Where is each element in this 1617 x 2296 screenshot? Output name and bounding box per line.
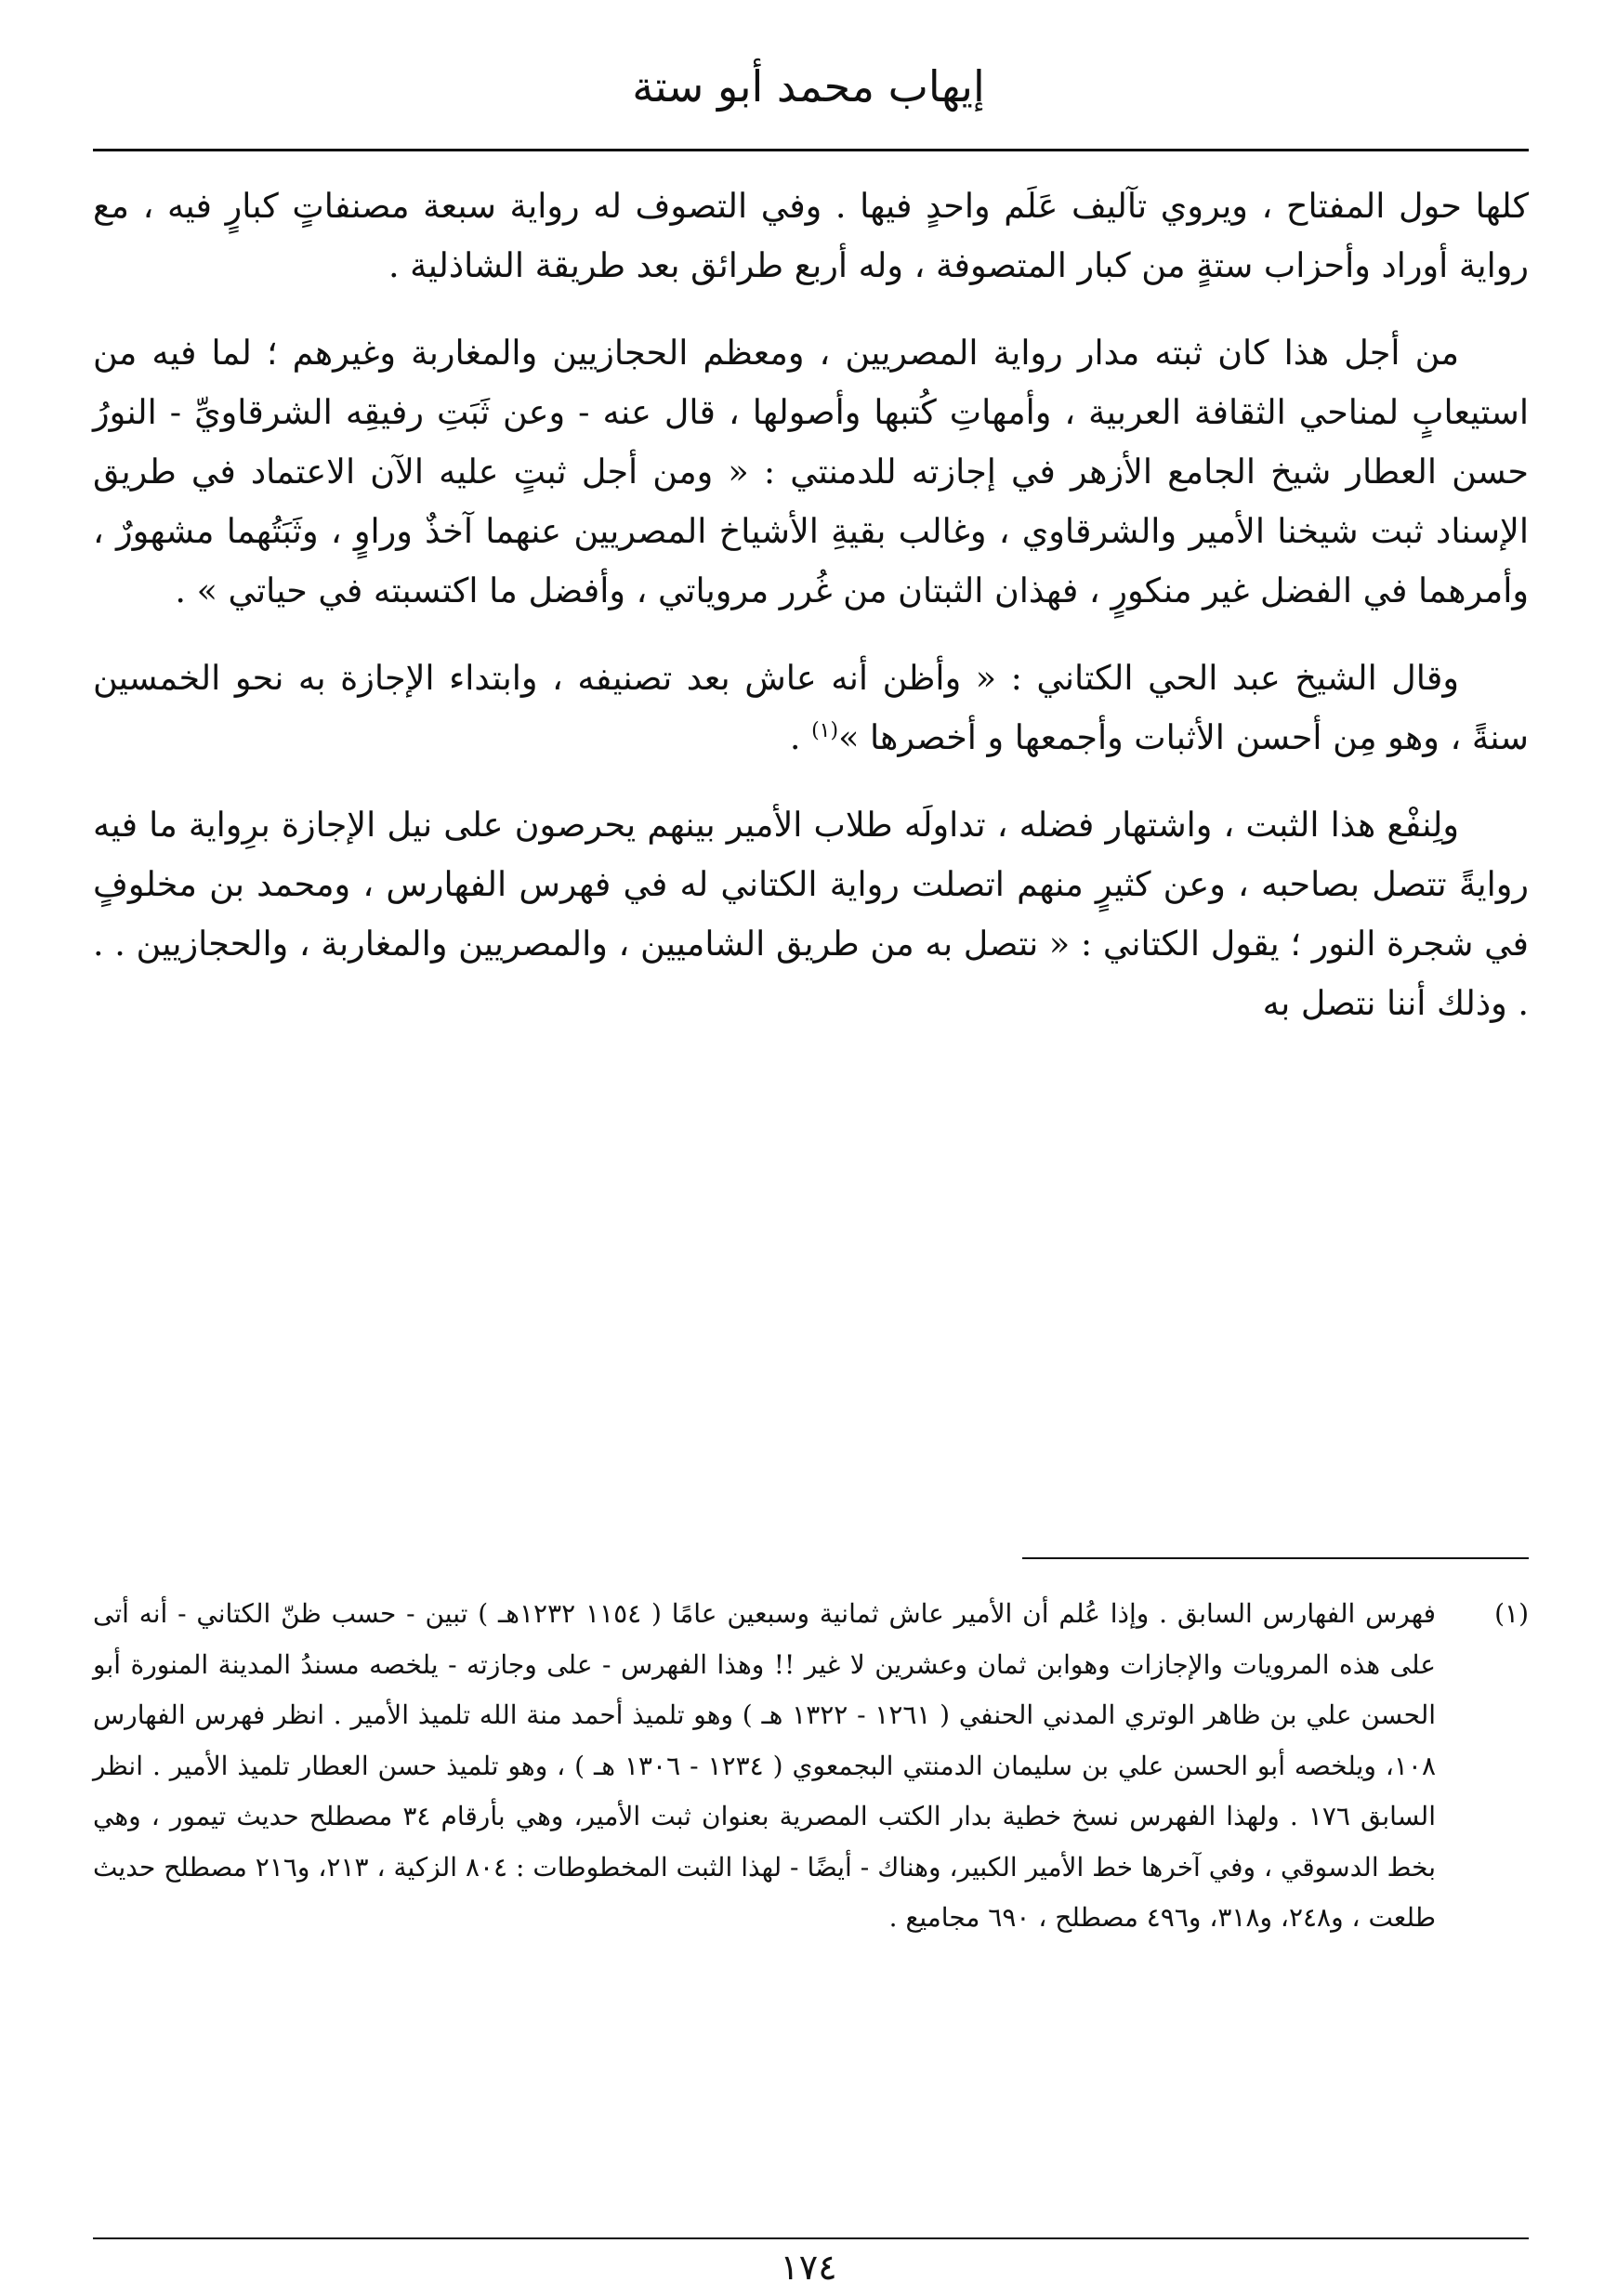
footnote-separator <box>1022 1557 1529 1559</box>
main-text <box>93 177 1529 1061</box>
paragraph-4: ولِنفْع هذا الثبت ، واشتهار فضله ، تداولَه طلاب الأمير بينهم يحرصون على نيل الإجازة برِواية ما فيه روايةً تتصل بصاحبه ، وعن كثيرٍ منهم اتصلت رواية الكتاني له في فهرس الفهارس ، ومحمد بن مخلوفٍ في شجرة النور ؛ يقول الكتاني : « نتصل به من طريق الشاميين ، والمصريين والمغاربة ، والحجازيين . . . وذلك أننا نتصل به <box>93 805 1529 1023</box>
page-number: ١٧٤ <box>780 2247 837 2288</box>
paragraph-3 <box>93 649 1529 768</box>
footnote-text: فهرس الفهارس السابق . وإذا عُلم أن الأمير عاش ثمانية وسبعين عامًا ( ١١٥٤ ١٢٣٢هـ ) تبين - حسب ظنّ الكتاني - أنه أتى على هذه المرويات والإجازات وهوابن ثمان وعشرين لا غير !! وهذا الفهرس - على وجازته - يلخصه مسندُ المدينة المنورة أبو الحسن علي بن ظاهر الوتري المدني الحنفي ( ١٢٦١ - ١٣٢٢ هـ ) وهو تلميذ أحمد منة الله تلميذ الأمير . انظر فهرس الفهارس ١٠٨، ويلخصه أبو الحسن علي بن سليمان الدمنتي البجمعوي ( ١٢٣٤ - ١٣٠٦ هـ ) ، وهو تلميذ حسن العطار تلميذ الأمير . انظر السابق ١٧٦ . ولهذا الفهرس نسخ خطية بدار الكتب المصرية بعنوان ثبت الأمير، وهي بأرقام ٣٤ مصطلح حديث تيمور ، وهي بخط الدسوقي ، وفي آخرها خط الأمير الكبير، وهناك - أيضًا - لهذا الثبت المخطوطات : ٨٠٤ الزكية ، ٢١٣، و٢١٦ مصطلح حديث طلعت ، و٢٤٨، و٣١٨، و٤٩٦ مصطلح ، ٦٩٠ مجاميع . <box>93 1598 1437 1933</box>
footer-rule <box>93 2237 1529 2239</box>
paragraph-1: كلها حول المفتاح ، ويروي تآليف عَلَم واحدٍ فيها . وفي التصوف له رواية سبعة مصنفاتٍ كبارٍ فيه ، مع رواية أوراد وأحزاب ستةٍ من كبار المتصوفة ، وله أربع طرائق بعد طريقة الشاذلية . <box>93 186 1529 285</box>
paragraph-3-text: وقال الشيخ عبد الحي الكتاني : « وأظن أنه عاش بعد تصنيفه ، وابتداء الإجازة به نحو الخمسين سنةً ، وهو مِن أحسن الأثبات وأجمعها و أخصرها » <box>93 658 1529 757</box>
footnote-number: (١) <box>1494 1598 1529 1629</box>
header-rule <box>93 149 1529 151</box>
running-header-author: إيهاب محمد أبو ستة <box>632 61 985 112</box>
paragraph-2: من أجل هذا كان ثبته مدار رواية المصريين ، ومعظم الحجازيين والمغاربة وغيرهم ؛ لما فيه من استيعابٍ لمناحي الثقافة العربية ، وأمهاتِ كُتبها وأصولها ، قال عنه - وعن ثَبَتِ رفيقِه الشرقاويِّ - النورُ حسن العطار شيخ الجامع الأزهر في إجازته للدمنتي : « ومن أجل ثبتٍ عليه الآن الاعتماد في طريق الإسناد ثبت شيخنا الأمير والشرقاوي ، وغالب بقيةِ الأشياخ المصريين عنهما آخذٌ وراوٍ ، وثَبَتُهما مشهورٌ ، وأمرهما في الفضل غير منكورٍ ، فهذان الثبتان من غُرر مروياتي ، وأفضل ما اكتسبته في حياتي » . <box>93 333 1529 610</box>
paragraph-3-end: . <box>789 717 812 757</box>
footnote <box>93 1589 1529 1944</box>
footnote-reference: (١) <box>811 718 839 742</box>
